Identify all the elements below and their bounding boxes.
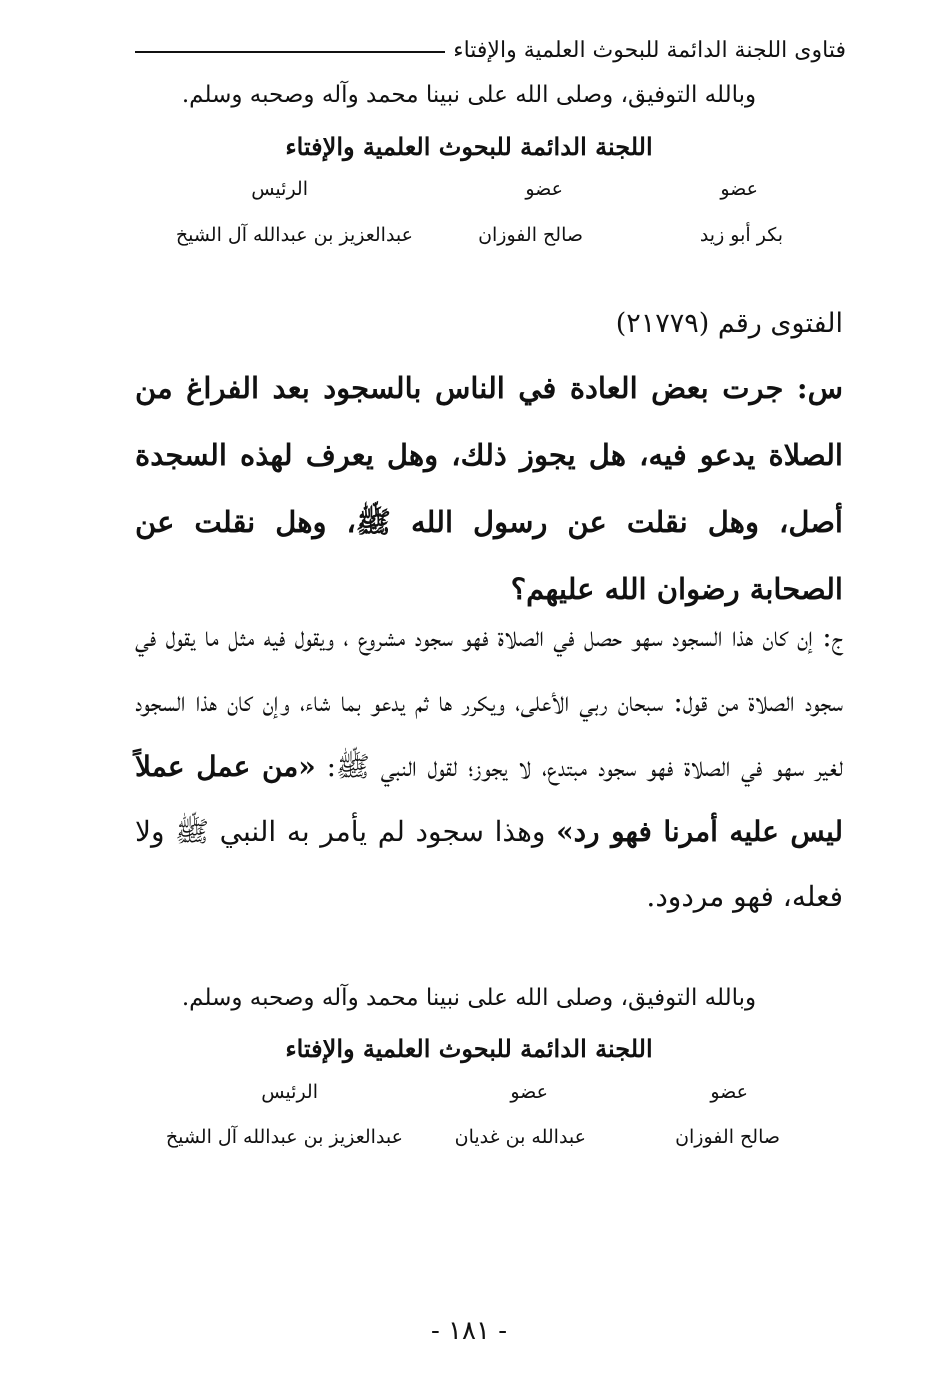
- running-header: [135, 30, 846, 70]
- prev-sig-name-2: صالح الفوزان: [478, 224, 583, 246]
- sig-name-1: صالح الفوزان: [675, 1126, 780, 1148]
- prev-sig-name-1: بكر أبو زيد: [699, 224, 783, 246]
- fatwa-committee-name: اللجنة الدائمة للبحوث العلمية والإفتاء: [285, 1034, 653, 1063]
- sig-name-3: عبدالعزيز بن عبدالله آل الشيخ: [165, 1126, 403, 1148]
- sig-role-3: الرئيس: [261, 1081, 318, 1103]
- prev-sig-role-1: عضو: [720, 178, 758, 200]
- running-header-title: فتاوى اللجنة الدائمة للبحوث العلمية والإفتاء: [453, 37, 846, 63]
- page-number: - ١٨١ -: [430, 1316, 508, 1346]
- answer-text-part1: ج: إن كان هذا السجود سهو حصل في الصلاة فهو سجود مشروع ، ويقول فيه مثل ما يقول في سجود الصلاة من قول: سبحان ربي الأعلى، ويكرر ها ثم يدعو بما شاء، وإن كان هذا السجود لغير سهو في الصلاة فهو سجود مبتدع، لا يجوز؛ لقول النبي ﷺ:: [135, 620, 843, 783]
- sig-name-2: عبدالله بن غديان: [454, 1126, 586, 1148]
- prev-sig-role-3: الرئيس: [251, 178, 308, 200]
- fatwa-number: الفتوى رقم (٢١٧٧٩): [615, 308, 843, 339]
- header-rule: [135, 51, 445, 53]
- sig-role-2: عضو: [510, 1081, 548, 1103]
- fatwa-question: س: جرت بعض العادة في الناس بالسجود بعد الفراغ من الصلاة يدعو فيه، هل يجوز ذلك، وهل يعرف لهذه السجدة أصل، وهل نقلت عن رسول الله ﷺ، وهل نقلت عن الصحابة رضوان الله عليهم؟: [135, 371, 843, 606]
- prev-sig-name-3: عبدالعزيز بن عبدالله آل الشيخ: [175, 224, 413, 246]
- answer-text-part2: وهذا سجود لم يأمر به النبي ﷺ ولا فعله، فهو مردود.: [135, 815, 843, 913]
- sig-role-1: عضو: [710, 1081, 748, 1103]
- fatwa-closing-line: وبالله التوفيق، وصلى الله على نبينا محمد وآله وصحبه وسلم.: [181, 985, 757, 1011]
- fatwa-answer: [135, 604, 843, 929]
- hadith-quote: «من عمل عملاً ليس عليه أمرنا فهو رد»: [135, 750, 843, 848]
- prev-sig-role-2: عضو: [525, 178, 563, 200]
- prev-closing-line: وبالله التوفيق، وصلى الله على نبينا محمد وآله وصحبه وسلم.: [181, 82, 757, 108]
- prev-committee-name: اللجنة الدائمة للبحوث العلمية والإفتاء: [285, 132, 653, 161]
